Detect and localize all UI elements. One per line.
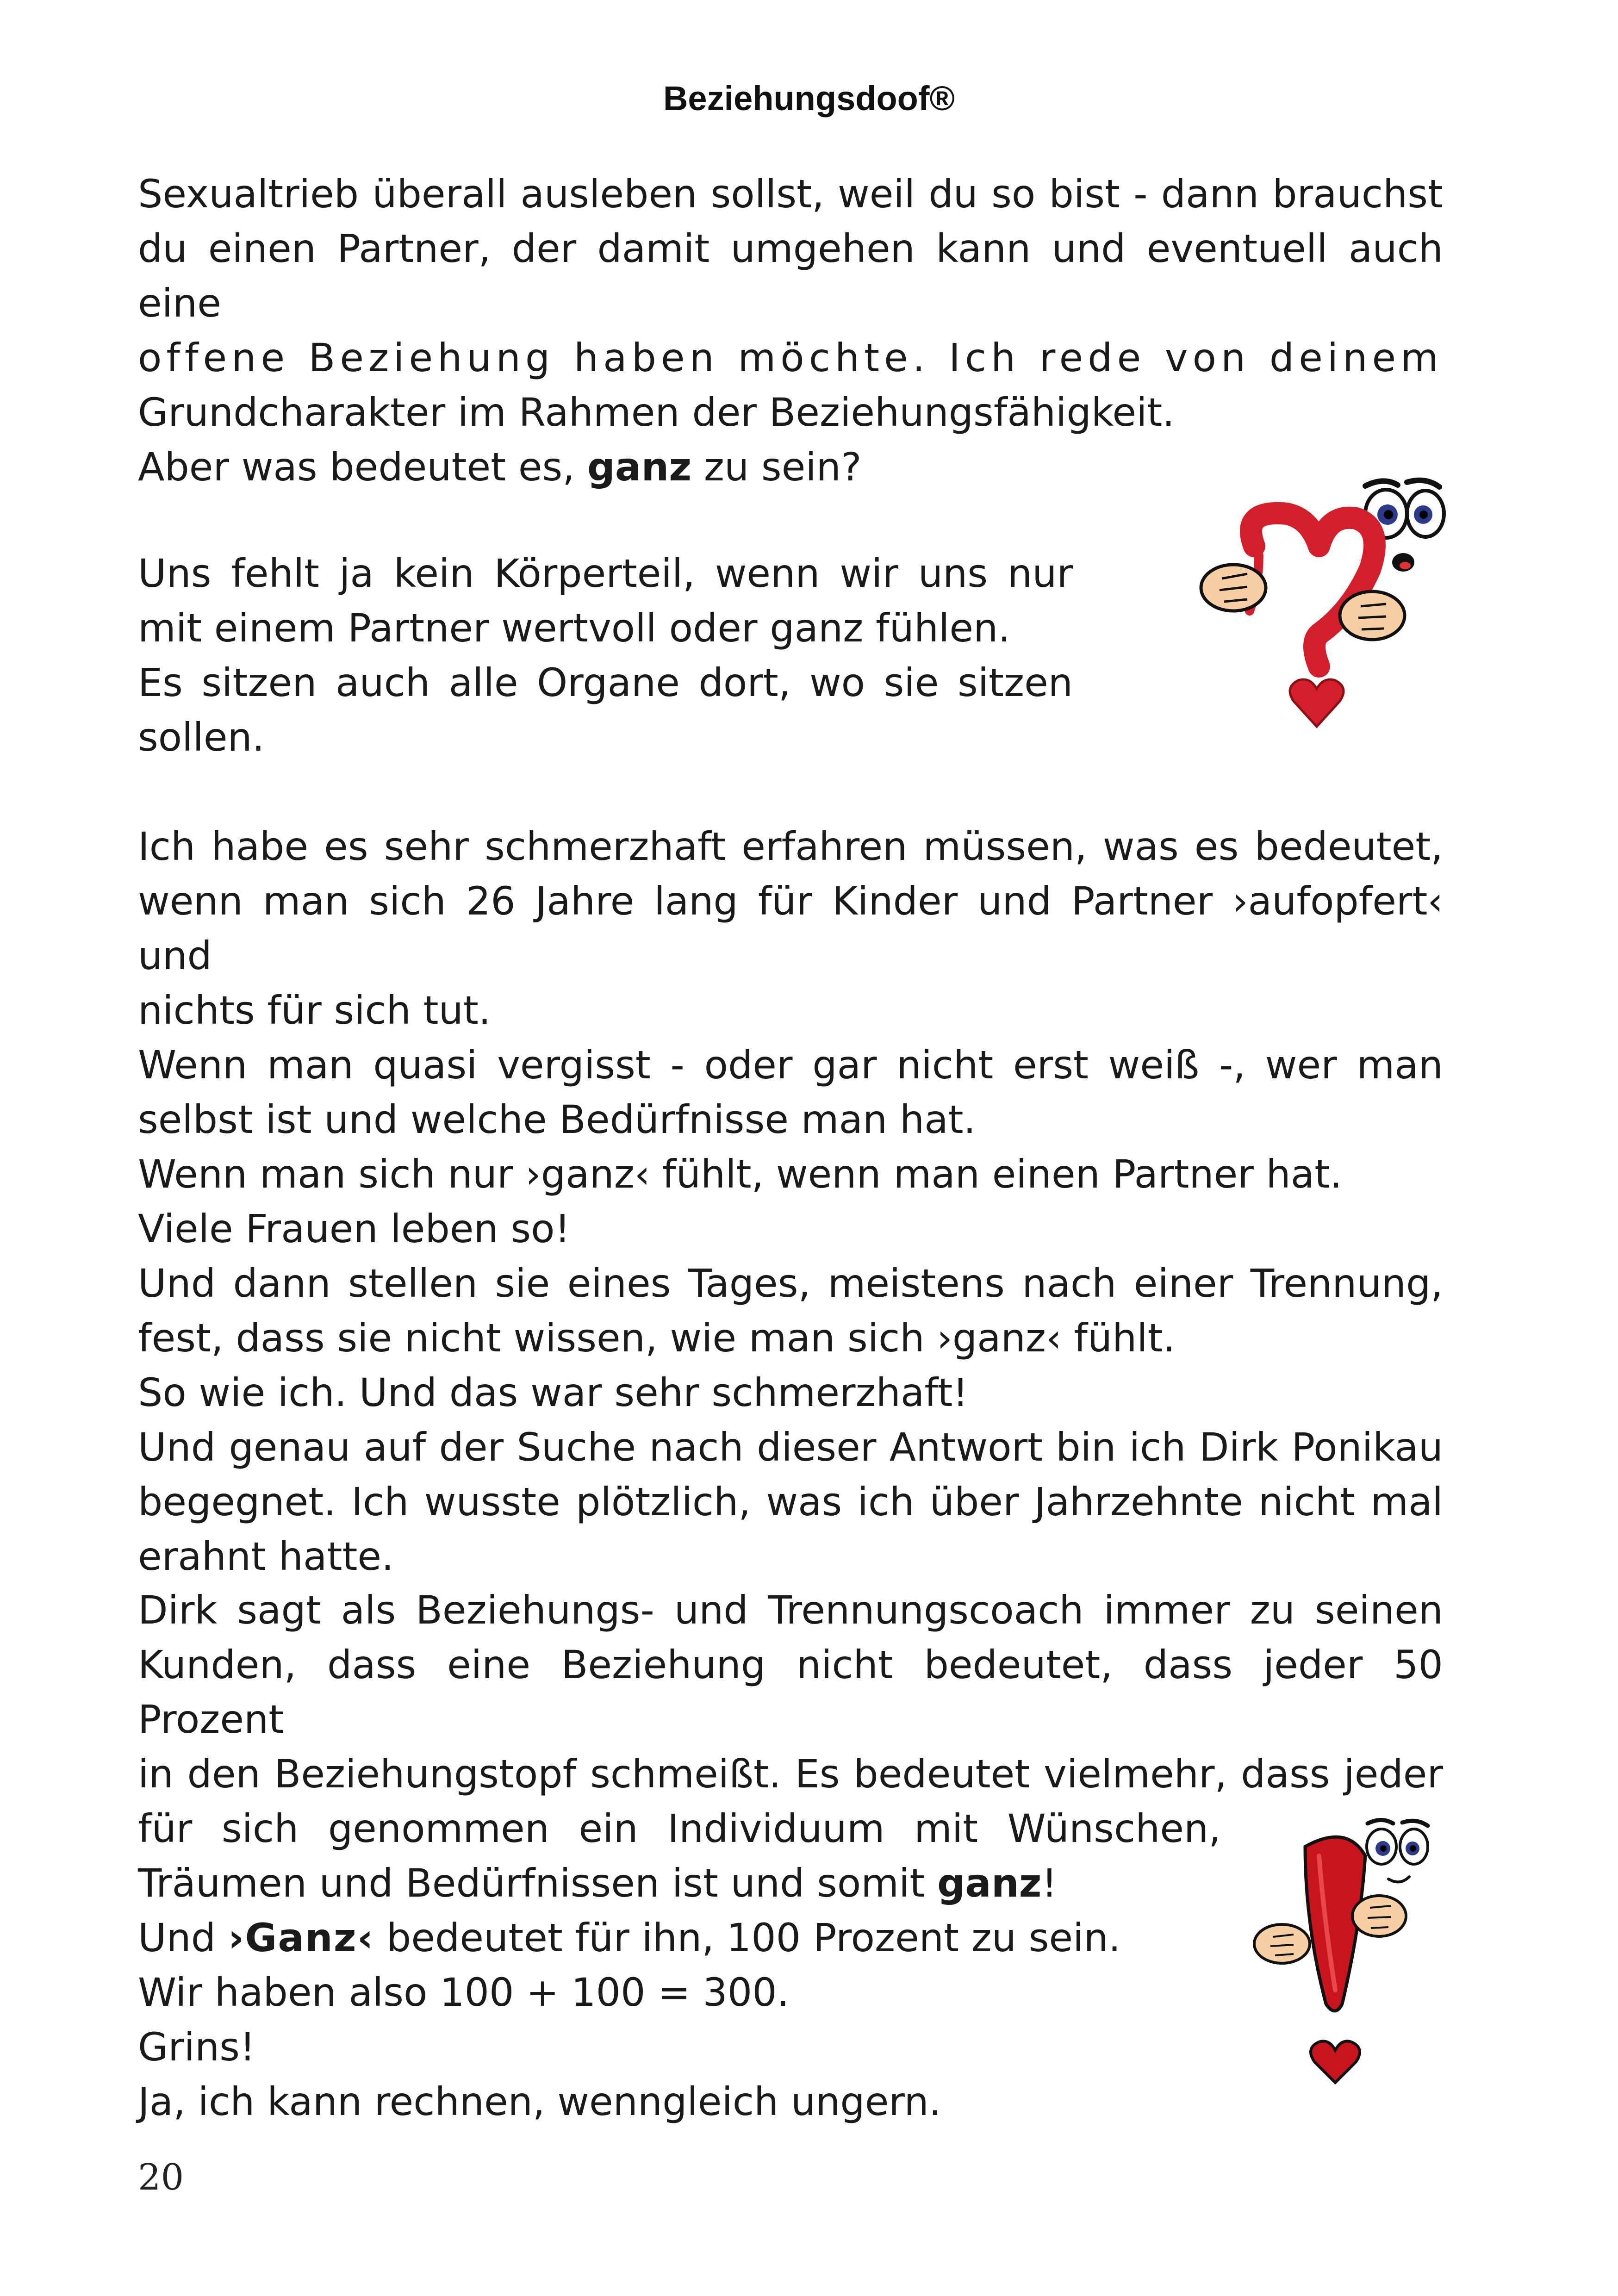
ganz-line bbox=[138, 1910, 1443, 1965]
text-line: Kunden, dass eine Beziehung nicht bedeutet, dass jeder 50 Prozent bbox=[138, 1642, 1443, 1742]
text-line: offene Beziehung haben möchte. Ich rede von deinem bbox=[138, 335, 1443, 380]
text-line: für sich genommen ein Individuum mit Wünschen, bbox=[138, 1806, 1221, 1851]
text-line: nichts für sich tut. bbox=[138, 988, 491, 1033]
text-line: Wenn man sich nur ›ganz‹ fühlt, wenn man einen Partner hat. bbox=[138, 1151, 1342, 1197]
dreams-after: ! bbox=[1041, 1860, 1058, 1906]
paragraph-dirk bbox=[138, 1583, 1443, 2129]
exclamation-mark-illustration bbox=[1250, 1805, 1453, 2092]
text-line: Sexualtrieb überall ausleben sollst, weil du so bist - dann brauchst bbox=[138, 171, 1443, 217]
text-line: So wie ich. Und das war sehr schmerzhaft! bbox=[138, 1370, 969, 1415]
dreams-before: Träumen und Bedürfnissen ist und somit bbox=[138, 1860, 938, 1906]
text-line: Es sitzen auch alle Organe dort, wo sie sitzen bbox=[138, 660, 1073, 705]
text-line: Wenn man quasi vergisst - oder gar nicht erst weiß -, wer man bbox=[138, 1042, 1443, 1088]
paragraph-sexualtrieb bbox=[138, 167, 1443, 440]
dreams-bold: ganz bbox=[937, 1860, 1042, 1906]
text-line: Viele Frauen leben so! bbox=[138, 1206, 571, 1251]
dreams-line bbox=[138, 1856, 1443, 1910]
text-line: begegnet. Ich wusste plötzlich, was ich über Jahrzehnte nicht mal bbox=[138, 1479, 1443, 1524]
text-line: du einen Partner, der damit umgehen kann und eventuell auch eine bbox=[138, 226, 1443, 326]
ganz-prefix: Und bbox=[138, 1915, 228, 1960]
page-number: 20 bbox=[138, 2157, 184, 2198]
question-before: Aber was bedeutet es, bbox=[138, 444, 587, 490]
paragraph-schmerzhaft bbox=[138, 819, 1443, 1584]
closing-line: Ja, ich kann rechnen, wenngleich ungern. bbox=[138, 2079, 941, 2124]
question-bold: ganz bbox=[587, 444, 692, 490]
text-line: Ich habe es sehr schmerzhaft erfahren müssen, was es bedeutet, bbox=[138, 824, 1443, 869]
text-line: Und genau auf der Suche nach dieser Antwort bin ich Dirk Ponikau bbox=[138, 1425, 1443, 1470]
text-line: wenn man sich 26 Jahre lang für Kinder und Partner ›aufopfert‹ und bbox=[138, 878, 1443, 978]
text-line: selbst ist und welche Bedürfnisse man hat. bbox=[138, 1097, 976, 1142]
text-line: sollen. bbox=[138, 715, 265, 760]
text-line: Uns fehlt ja kein Körperteil, wenn wir uns nur bbox=[138, 551, 1073, 596]
text-line: erahnt hatte. bbox=[138, 1534, 394, 1579]
math-line: Wir haben also 100 + 100 = 300. bbox=[138, 1970, 790, 2015]
ganz-suffix: bedeutet für ihn, 100 Prozent zu sein. bbox=[374, 1915, 1121, 1960]
heart-question-mark-illustration bbox=[1189, 463, 1453, 740]
text-line: in den Beziehungstopf schmeißt. Es bedeutet vielmehr, dass jeder bbox=[138, 1751, 1443, 1797]
paragraph-koerperteil bbox=[138, 546, 1073, 765]
grins-line: Grins! bbox=[138, 2024, 255, 2070]
text-line: Grundcharakter im Rahmen der Beziehungsfähigkeit. bbox=[138, 390, 1175, 435]
text-line: Dirk sagt als Beziehungs- und Trennungscoach immer zu seinen bbox=[138, 1587, 1443, 1633]
running-header: Beziehungsdoof® bbox=[663, 79, 955, 118]
text-line: fest, dass sie nicht wissen, wie man sich ›ganz‹ fühlt. bbox=[138, 1315, 1176, 1361]
ganz-marker: ›Ganz‹ bbox=[228, 1915, 374, 1960]
text-line: mit einem Partner wertvoll oder ganz fühlen. bbox=[138, 605, 1011, 651]
question-after: zu sein? bbox=[691, 444, 862, 490]
text-line: Und dann stellen sie eines Tages, meistens nach einer Trennung, bbox=[138, 1261, 1443, 1306]
